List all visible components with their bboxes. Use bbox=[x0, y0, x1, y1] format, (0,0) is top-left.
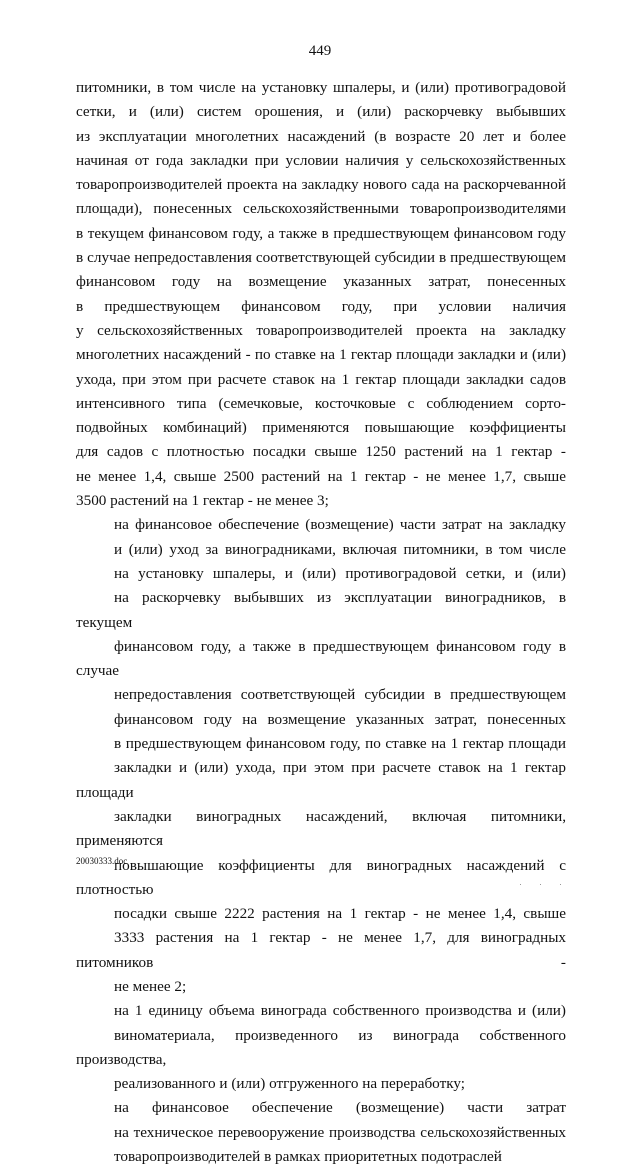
text-line: на установку шпалеры, и (или) противоградовой сетки, и (или) bbox=[114, 564, 566, 582]
text-line: закладки и (или) ухода, при этом при расчете ставок на 1 гектар площади bbox=[76, 759, 566, 801]
text-line: в случае непредоставления соответствующей субсидии в предшествующем bbox=[76, 249, 566, 267]
text-line: 3500 растений на 1 гектар - не менее 3; bbox=[76, 492, 329, 510]
text-line: закладки виноградных насаждений, включая питомники, применяются bbox=[76, 807, 566, 850]
text-line: на 1 единицу объема винограда собственного производства и (или) bbox=[114, 1002, 566, 1020]
text-line: многолетних насаждений - по ставке на 1 гектар площади закладки и (или) bbox=[76, 346, 566, 364]
text-line: начиная от года закладки при условии наличия у сельскохозяйственных bbox=[76, 151, 566, 169]
paragraph bbox=[76, 1096, 566, 1169]
text-line: из эксплуатации многолетних насаждений (в возрасте 20 лет и более bbox=[76, 127, 566, 145]
document-body bbox=[76, 76, 566, 1169]
text-line: питомники, в том числе на установку шпалеры, и (или) противоградовой bbox=[76, 79, 566, 96]
text-line: ухода, при этом при расчете ставок на 1 гектар площади закладки садов bbox=[76, 370, 566, 388]
paragraph bbox=[76, 513, 566, 999]
text-line: не менее 2; bbox=[114, 977, 187, 995]
scan-speck bbox=[520, 884, 521, 885]
scan-speck bbox=[540, 884, 541, 885]
scan-speck bbox=[560, 884, 561, 885]
page-number: 449 bbox=[308, 43, 332, 59]
text-line: площади), понесенных сельскохозяйственными товаропроизводителями bbox=[76, 200, 566, 218]
text-line: реализованного и (или) отгруженного на переработку; bbox=[114, 1075, 465, 1093]
text-line: товаропроизводителей в рамках приоритетных подотраслей bbox=[114, 1148, 502, 1166]
text-line: на техническое перевооружение производства сельскохозяйственных bbox=[114, 1123, 566, 1141]
text-line: виноматериала, произведенного из винограда собственного производства, bbox=[76, 1026, 566, 1068]
text-line: финансовом году на возмещение указанных затрат, понесенных bbox=[76, 273, 566, 291]
footer-file-code: 20030333.doc bbox=[76, 856, 128, 866]
text-line: сетки, и (или) систем орошения, и (или) раскорчевку выбывших bbox=[76, 103, 566, 121]
text-line: непредоставления соответствующей субсидии в предшествующем bbox=[114, 686, 566, 704]
text-line: финансовом году на возмещение указанных затрат, понесенных bbox=[114, 710, 566, 728]
text-line: в текущем финансовом году, а также в предшествующем финансовом году bbox=[76, 224, 566, 242]
text-line: подвойных комбинаций) применяются повышающие коэффициенты bbox=[76, 419, 566, 437]
text-line: у сельскохозяйственных товаропроизводителей проекта на закладку bbox=[76, 321, 566, 339]
text-line: и (или) уход за виноградниками, включая питомники, в том числе bbox=[114, 540, 566, 558]
text-line: на финансовое обеспечение (возмещение) части затрат на закладку bbox=[114, 516, 566, 534]
text-line: для садов с плотностью посадки свыше 1250 растений на 1 гектар - bbox=[76, 443, 566, 461]
paragraph bbox=[76, 999, 566, 1096]
text-line: посадки свыше 2222 растения на 1 гектар - не менее 1,4, свыше bbox=[114, 905, 566, 923]
text-line: в предшествующем финансовом году, по ставке на 1 гектар площади bbox=[114, 735, 566, 753]
text-line: повышающие коэффициенты для виноградных насаждений с плотностью bbox=[76, 856, 566, 898]
text-line: не менее 1,4, свыше 2500 растений на 1 гектар - не менее 1,7, свыше bbox=[76, 467, 566, 485]
text-line: в предшествующем финансовом году, при условии наличия bbox=[76, 297, 566, 315]
text-line: товаропроизводителей проекта на закладку нового сада на раскорчеванной bbox=[76, 176, 566, 194]
text-line: финансовом году, а также в предшествующем финансовом году в случае bbox=[76, 637, 566, 680]
paragraph bbox=[76, 76, 566, 513]
text-line: интенсивного типа (семечковые, косточковые с соблюдением сорто- bbox=[76, 394, 566, 412]
text-line: на раскорчевку выбывших из эксплуатации виноградников, в текущем bbox=[76, 589, 566, 631]
text-line: на финансовое обеспечение (возмещение) части затрат bbox=[114, 1099, 566, 1117]
text-line: 3333 растения на 1 гектар - не менее 1,7, для виноградных питомников - bbox=[76, 929, 566, 971]
